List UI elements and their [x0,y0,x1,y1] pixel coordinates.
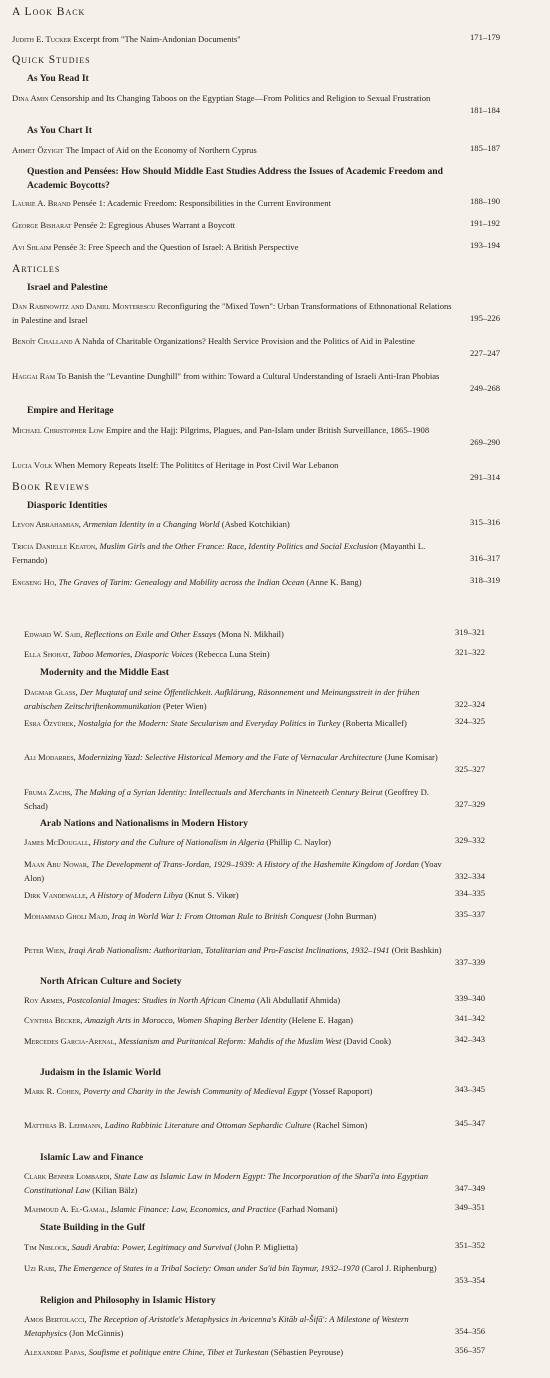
entry-title: When Memory Repeats Itself: The Polititcs of Heritage in Post Civil War Lebanon [54,460,339,470]
entry-reviewer: (Orit Bashkin) [391,945,442,955]
entry-reviewer: (Roberta Micallef) [342,718,407,728]
entry-title: The Impact of Aid on the Economy of Northern Cyprus [65,145,257,155]
subsection-heading: Religion and Philosophy in Islamic History [40,1295,216,1306]
section-heading: A Look Back [12,6,86,18]
entry-author: Dina Amin [12,93,49,103]
entry-author: Dirk Vandewalle, [24,890,88,900]
entry-author: Avi Shlaim [12,242,52,252]
toc-entry [24,835,445,849]
entry-reviewer: (Rebecca Luna Stein) [195,649,270,659]
toc-entry [24,1345,445,1359]
entry-author: Uzi Rabi, [24,1263,57,1273]
toc-entry [24,1034,445,1048]
toc-entry [12,218,460,232]
page-range: 322–324 [455,699,486,709]
toc-entry [12,575,460,589]
subsection-heading: Diasporic Identities [27,500,108,511]
toc-entry [24,857,445,885]
entry-author: Peter Wien, [24,945,67,955]
entry-title: Censorship and Its Changing Taboos on the Egyptian Stage—From Politics and Religion to Sexual Frustration [50,93,431,103]
toc-entry [24,993,445,1007]
toc-entry [24,716,445,730]
entry-author: Benoît Challand [12,336,73,346]
entry-author: Maan Abu Nowar, [24,859,90,869]
page-range: 327–329 [455,799,486,809]
page-range: 195–226 [470,313,501,323]
entry-author: Dan Rabinowitz and Daniel Monterescu [12,301,156,311]
page-range: 315–316 [470,517,501,527]
entry-author: Tricia Danielle Keaton, [12,541,98,551]
entry-reviewer: (Yossef Rapoport) [309,1086,373,1096]
toc-entry [24,1084,445,1098]
subsection-heading: North African Culture and Society [40,976,182,987]
toc-entry [24,1013,445,1027]
entry-title: Taboo Memories, Diasporic Voices [72,649,193,659]
entry-reviewer: (Mona N. Mikhail) [218,629,284,639]
entry-reviewer: (Asbed Kotchikian) [221,519,290,529]
toc-entry [12,369,460,383]
toc-entry [24,1240,445,1254]
toc-entry [24,909,445,923]
entry-reviewer: (Mayanthi L. Fernando) [12,541,426,565]
entry-author: Mercedes Garcia-Arenal, [24,1036,117,1046]
page-range: 342–343 [455,1034,486,1044]
entry-reviewer: (Sébastien Peyrouse) [270,1347,344,1357]
entry-reviewer: (Knut S. Vikør) [185,890,239,900]
subsection-heading: Arab Nations and Nationalisms in Modern History [40,818,248,829]
entry-author: Tim Niblock, [24,1242,70,1252]
entry-title: Empire and the Hajj: Pilgrims, Plagues, and Pan-Islam under British Surveillance, 1865–1908 [105,425,430,435]
page-range: 332–334 [455,871,486,881]
page-range: 324–325 [455,716,486,726]
toc-entry [12,539,460,567]
entry-title: Pensée 1: Academic Freedom: Responsibilities in the Current Environment [72,198,331,208]
section-heading: Quick Studies [12,54,91,66]
page-range: 325–327 [455,764,486,774]
toc-entry [12,32,460,46]
entry-title: Messianism and Puritanical Reform: Mahdis of the Muslim West [118,1036,342,1046]
entry-author: Dagmar Glaß, [24,687,78,697]
subsection-heading: Israel and Palestine [27,282,108,293]
entry-author: Judith E. Tucker [12,34,72,44]
entry-title: Pensée 3: Free Speech and the Question of Israel: A British Perspective [53,242,299,252]
entry-author: George Bisharat [12,220,72,230]
entry-author: Ahmet Özyigit [12,145,64,155]
page-range: 329–332 [455,835,486,845]
entry-author: Clark Benner Lombardi, [24,1171,112,1181]
page-range: 354–356 [455,1326,486,1336]
entry-title: The Making of a Syrian Identity: Intellectuals and Merchants in Nineteeth Century Beirut [74,787,383,797]
entry-reviewer: (John Burman) [324,911,377,921]
page-range: 185–187 [470,143,501,153]
entry-title: Ladino Rabbinic Literature and Ottoman Sephardic Culture [104,1120,311,1130]
page-range: 171–179 [470,32,501,42]
entry-title: Postcolonial Images: Studies in North African Cinema [66,995,255,1005]
entry-reviewer: (Geoffrey D. Schad) [24,787,429,811]
page-range: 249–268 [470,383,501,393]
page-range: 334–335 [455,888,486,898]
page-range: 345–347 [455,1118,486,1128]
entry-author: Michael Christopher Low [12,425,104,435]
page-range: 343–345 [455,1084,486,1094]
entry-title: Iraqi Arab Nationalism: Authoritarian, Totalitarian and Pro-Fascist Inclinations, 1932–1941 [68,945,390,955]
entry-reviewer: (Jon McGinnis) [69,1328,124,1338]
entry-title: The Graves of Tarim: Genealogy and Mobility across the Indian Ocean [58,577,305,587]
toc-entry [24,1261,445,1275]
subsection-heading: State Building in the Gulf [40,1222,146,1233]
entry-author: Matthias B. Lehmann, [24,1120,103,1130]
entry-title: Reflections on Exile and Other Essays [84,629,217,639]
entry-title: Poverty and Charity in the Jewish Community of Medieval Egypt [83,1086,308,1096]
toc-entry [24,647,445,661]
toc-entry [24,1169,445,1197]
subsection-heading: Islamic Law and Finance [40,1152,144,1163]
section-heading: Book Reviews [12,481,90,493]
page-range: 337–339 [455,957,486,967]
entry-title: The Development of Trans-Jordan, 1929–1939: A History of the Hashemite Kingdom of Jordan [91,859,419,869]
page-range: 191–192 [470,218,501,228]
entry-author: Esra Özyürek, [24,718,76,728]
entry-title: Iraq in World War I: From Ottoman Rule to British Conquest [111,911,323,921]
entry-author: Ali Modarres, [24,752,76,762]
toc-entry [24,943,445,957]
page-range: 319–321 [455,627,486,637]
toc-entry [24,1118,445,1132]
entry-author: Fruma Zachs, [24,787,73,797]
toc-entry [24,685,445,713]
subsection-heading: As You Chart It [27,125,92,136]
entry-author: Ella Shohat, [24,649,71,659]
subsection-heading: As You Read It [27,73,89,84]
entry-title: Pensée 2: Egregious Abuses Warrant a Boycott [73,220,236,230]
toc-entry [12,240,460,254]
toc-entry [12,517,460,531]
subsection-heading: Empire and Heritage [27,405,114,416]
entry-title: To Banish the "Levantine Dunghill" from within: Toward a Cultural Understanding of Israeli Anti-Iran Phobias [57,371,440,381]
entry-title: History and the Culture of Nationalism in Algeria [92,837,265,847]
toc-entry [24,627,445,641]
entry-title: Soufisme et politique entre Chine, Tibet et Turkestan [88,1347,269,1357]
entry-author: Edward W. Said, [24,629,83,639]
entry-author: Laurie A. Brand [12,198,71,208]
entry-title: A History of Modern Libya [90,890,183,900]
entry-author: Lucia Volk [12,460,53,470]
entry-title: State Law as Islamic Law in Modern Egypt: The Incorporation of the Sharī'a into Egyptian Constitutional Law [24,1171,429,1195]
page-range: 349–351 [455,1202,486,1212]
subsection-heading: Judaism in the Islamic World [40,1067,161,1078]
entry-title: The Reception of Aristotle's Metaphysics in Avicenna's Kitāb al-Šifā': A Milestone of Western Metaphysics [24,1314,409,1338]
entry-title: Der Muqtataf und seine Öffentlichkeit. Aufklärung, Räsonnement und Meinungsstreit in der frühen arabischen Zeitschriftenkommunikation [24,687,420,711]
entry-author: Mohammad Gholi Majd, [24,911,110,921]
entry-reviewer: (June Komisar) [384,752,438,762]
page-range: 269–290 [470,437,501,447]
page-range: 193–194 [470,240,501,250]
entry-title: Muslim Girls and the Other France: Race, Identity Politics and Social Exclusion [99,541,378,551]
page-range: 181–184 [470,105,501,115]
toc-entry [12,91,460,105]
entry-author: Alexandre Papas, [24,1347,87,1357]
entry-title: Nostalgia for the Modern: State Secularism and Everyday Politics in Turkey [77,718,341,728]
entry-reviewer: (John P. Miglietta) [233,1242,298,1252]
entry-title: Modernizing Yazd: Selective Historical Memory and the Fate of Vernacular Architecture [77,752,383,762]
page-range: 341–342 [455,1013,486,1023]
toc-entry [12,196,460,210]
toc-entry [24,1202,445,1216]
toc-entry [12,299,460,327]
entry-reviewer: (David Cook) [343,1036,392,1046]
entry-reviewer: (Rachel Simon) [313,1120,368,1130]
page-range: 291–314 [470,472,501,482]
entry-reviewer: (Peter Wien) [162,701,207,711]
entry-title: Islamic Finance: Law, Economics, and Practice [110,1204,277,1214]
entry-title: The Emergence of States in a Tribal Society: Oman under Sa'id bin Taymur, 1932–1970 [58,1263,360,1273]
entry-reviewer: (Carol J. Riphenburg) [361,1263,437,1273]
page-range: 339–340 [455,993,486,1003]
page-range: 321–322 [455,647,486,657]
page-range: 356–357 [455,1345,486,1355]
page-range: 227–247 [470,348,501,358]
toc-entry [24,785,445,813]
toc-entry [12,334,460,348]
entry-reviewer: (Anne K. Bang) [306,577,362,587]
section-heading: Articles [12,263,61,275]
toc-entry [12,458,460,472]
entry-author: Engseng Ho, [12,577,57,587]
entry-author: Haggai Ram [12,371,56,381]
entry-title: Reconfiguring the "Mixed Town": Urban Transformations of Ethnonational Relations in Palestine and Israel [12,301,452,325]
entry-author: Levon Abrahamian, [12,519,81,529]
entry-author: Amos Bertolacci, [24,1314,87,1324]
entry-author: Mahmoud A. El-Gamal, [24,1204,109,1214]
page-range: 316–317 [470,553,501,563]
entry-reviewer: (Farhad Nomani) [278,1204,338,1214]
entry-title: Excerpt from "The Naim-Andonian Documents" [73,34,241,44]
entry-author: Roy Armes, [24,995,65,1005]
entry-title: Armenian Identity in a Changing World [83,519,220,529]
page-range: 347–349 [455,1183,486,1193]
entry-title: Saudi Arabia: Power, Legitimacy and Survival [71,1242,232,1252]
entry-title: Amazigh Arts in Morocco, Women Shaping Berber Identity [84,1015,287,1025]
page-range: 188–190 [470,196,501,206]
toc-entry [24,1312,445,1340]
entry-author: Cynthia Becker, [24,1015,83,1025]
page-range: 335–337 [455,909,486,919]
subsection-heading: Modernity and the Middle East [40,667,169,678]
page-range: 318–319 [470,575,501,585]
toc-entry [24,750,445,764]
entry-reviewer: (Ali Abdullatif Ahmida) [257,995,341,1005]
toc-entry [12,423,460,437]
entry-reviewer: (Helene E. Hagan) [288,1015,354,1025]
entry-reviewer: (Phillip C. Naylor) [266,837,332,847]
entry-reviewer: (Yoav Alon) [24,859,442,883]
subsection-heading: Question and Pensées: How Should Middle East Studies Address the Issues of Academic Freedom and Academic Boycotts? [27,166,443,191]
page-range: 353–354 [455,1275,486,1285]
page-range: 351–352 [455,1240,486,1250]
toc-entry [24,888,445,902]
entry-reviewer: (Kilian Bälz) [92,1185,138,1195]
entry-author: James McDougall, [24,837,91,847]
entry-author: Mark R. Cohen, [24,1086,82,1096]
toc-entry [12,143,460,157]
entry-title: A Nahda of Charitable Organizations? Health Service Provision and the Politics of Aid in Palestine [74,336,415,346]
